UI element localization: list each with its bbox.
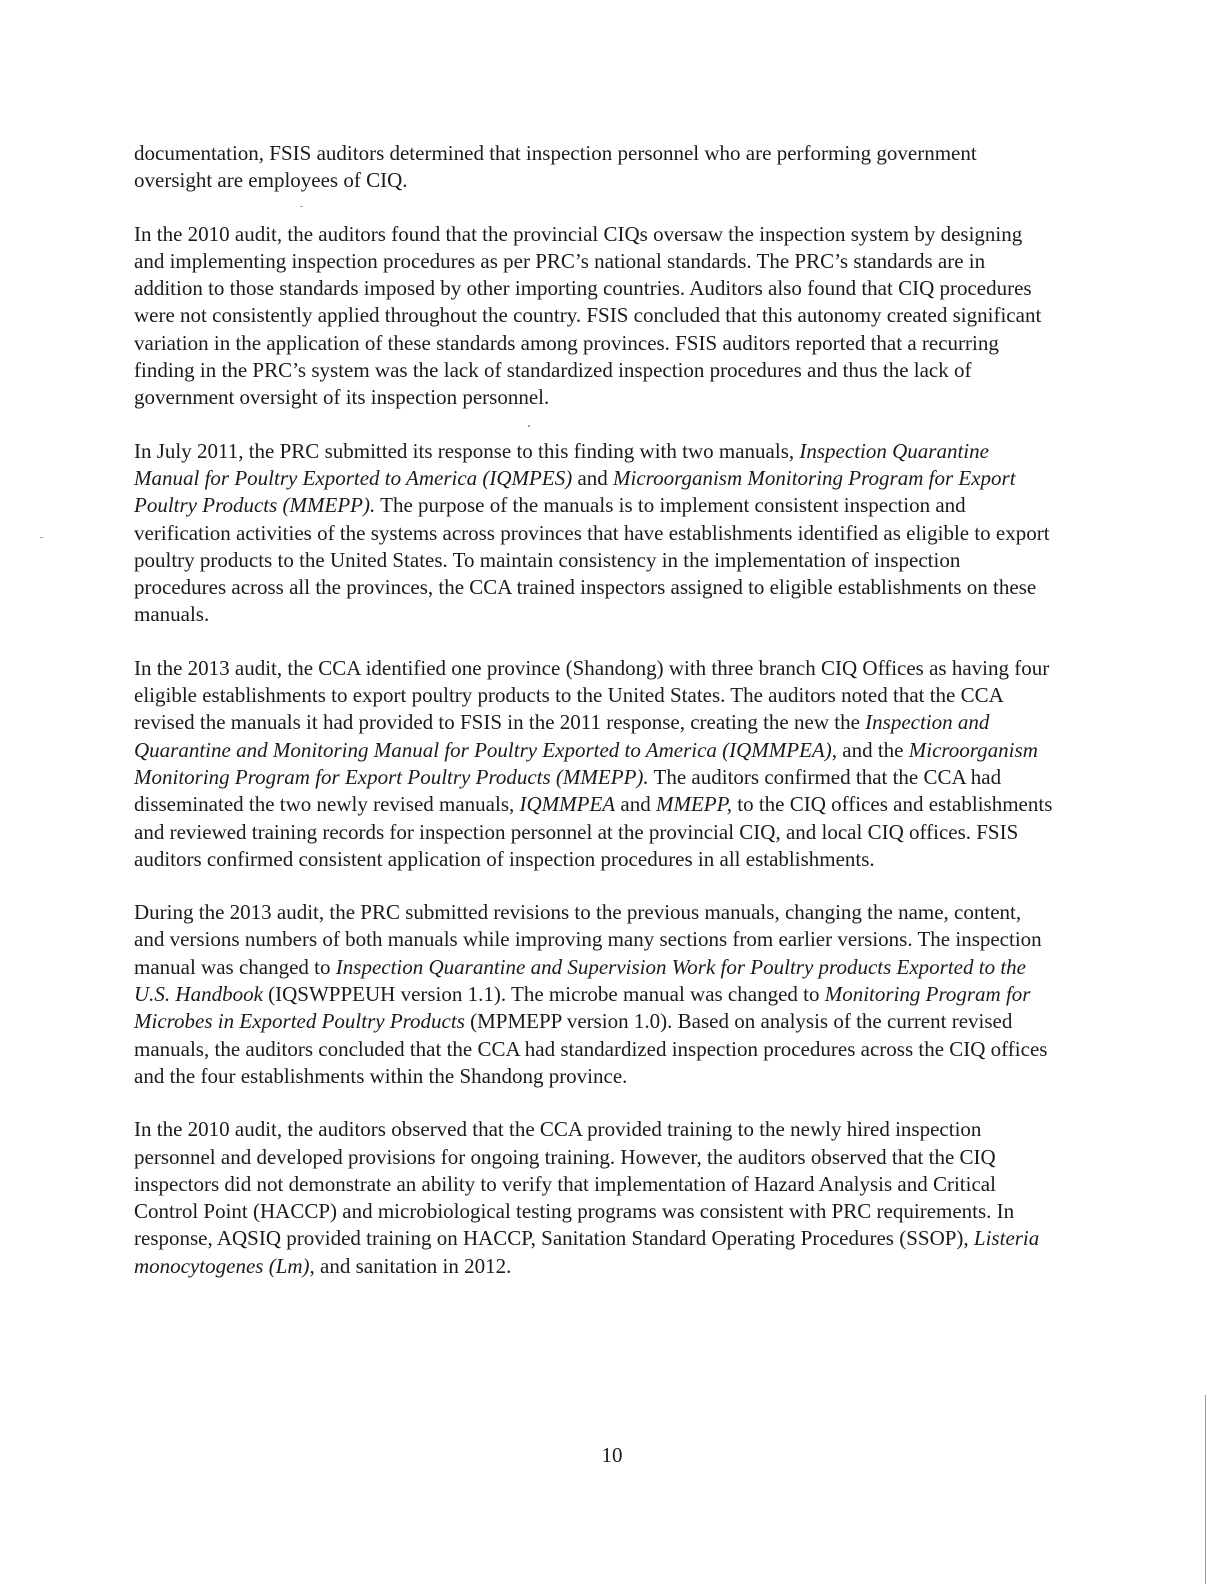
scan-edge-line [1205,1395,1206,1584]
paragraph-2013-revisions [134,899,1056,1090]
text-segment: , and sanitation in 2012. [309,1253,512,1278]
paragraph-2011-response [134,438,1056,629]
paragraph-1 [134,140,1056,195]
page-number: 10 [601,1443,623,1467]
text-segment: to the CIQ offices and establishments and reviewed training records for inspection personnel at the provincial CIQ, and local CIQ offices. FSIS auditors confirmed consistent application of inspection procedures in all establishments. [134,792,1053,871]
scan-speck [300,206,303,207]
text-segment: The purpose of the manuals is to implement consistent inspection and verification activities of the systems across provinces that have establishments identified as eligible to export poultry products to the United States. To maintain consistency in the implementation of inspection procedures across all the provinces, the CCA trained inspectors assigned to eligible establishments on these manuals. [134,493,1050,627]
text-segment: and [572,465,614,490]
paragraph-2010-audit-findings [134,221,1056,412]
text-segment: In July 2011, the PRC submitted its response to this finding with two manuals, [134,438,800,463]
manual-title-mmepp: Microorganism Monitoring Program for Export Poultry Products (MMEPP). [134,737,1038,789]
organism-name-listeria: Listeria monocytogenes (Lm) [134,1226,1040,1278]
text-segment: In the 2013 audit, the CCA identified one province (Shandong) with three branch CIQ Offices as having four eligible establishments to export poultry products to the United States. The auditors noted that the CCA revised the manuals it had provided to FSIS in the 2011 response, creating the new the [134,655,1050,735]
scan-speck [40,537,43,538]
manual-abbrev-mmepp: MMEPP, [655,792,732,817]
manual-title-mmepp: Microorganism Monitoring Program for Export Poultry Products (MMEPP). [134,465,1016,518]
manual-title-iqmpes: Inspection Quarantine Manual for Poultry Exported to America (IQMPES) [134,438,989,490]
paragraph-2010-training [134,1116,1056,1280]
text-segment: The auditors confirmed that the CCA had disseminated the two newly revised manuals, [134,764,1002,817]
manual-title-mpmepp: Monitoring Program for Microbes in Exported Poultry Products [134,982,1031,1034]
paragraph-2-text: In the 2010 audit, the auditors found that the provincial CIQs oversaw the inspection system by designing and implementing inspection procedures as per PRC’s national standards. The PRC’s standards are in addition to those standards imposed by other importing countries. Auditors also found that CIQ procedures were not consistently applied throughout the country. FSIS concluded that this autonomy created significant variation in the application of these standards among provinces. FSIS auditors reported that a recurring finding in the PRC’s system was the lack of standardized inspection procedures and thus the lack of government oversight of its inspection personnel. [134,221,1042,410]
text-segment: During the 2013 audit, the PRC submitted revisions to the previous manuals, changing the name, content, and versions numbers of both manuals while improving many sections from earlier versions. The inspection manual was changed to [134,900,1042,979]
paragraph-1-text: documentation, FSIS auditors determined that inspection personnel who are performing government oversight are employees of CIQ. [134,141,977,193]
manual-abbrev-iqmmpea: IQMMPEA [519,792,616,817]
document-body [134,140,1056,1306]
paragraph-2013-audit [134,655,1056,873]
text-segment: (MPMEPP version 1.0). Based on analysis of the current revised manuals, the auditors concluded that the CCA had standardized inspection procedures across the CIQ offices and the four establishments within the Shandong province. [134,1009,1048,1088]
manual-title-iqmmpea: Inspection and Quarantine and Monitoring Manual for Poultry Exported to America (IQMMPEA), [134,710,990,762]
text-segment: (IQSWPPEUH version 1.1). The microbe manual was changed to [262,982,825,1007]
text-segment: and [615,792,656,817]
text-segment: and the [837,737,909,762]
text-segment: In the 2010 audit, the auditors observed that the CCA provided training to the newly hired inspection personnel and developed provisions for ongoing training. However, the auditors observed that the CIQ inspectors did not demonstrate an ability to verify that implementation of Hazard Analysis and Critical Control Point (HACCP) and microbiological testing programs was consistent with PRC requirements. In response, AQSIQ provided training on HACCP, Sanitation Standard Operating Procedures (SSOP), [134,1117,1015,1251]
manual-title-iqswppeuh: Inspection Quarantine and Supervision Work for Poultry products Exported to the U.S. Handbook [134,954,1026,1007]
scan-speck [528,425,530,427]
